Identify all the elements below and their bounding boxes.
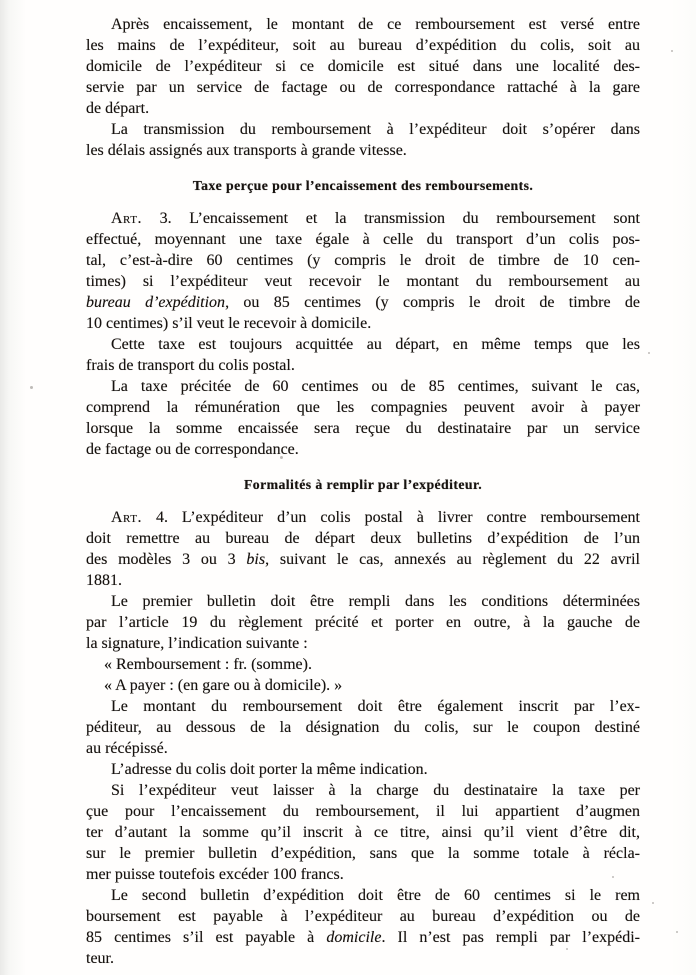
text-segment: effectué, moyennant une taxe égale à celle du transport d’un colis pos- (86, 231, 640, 248)
text-segment: la signature, l’indication suivante : (86, 635, 308, 652)
text-segment: mer puisse toutefois excéder 100 francs. (86, 866, 344, 883)
text-line (86, 313, 640, 334)
text-line (86, 822, 640, 843)
text-line (86, 570, 640, 591)
text-segment: Le montant du remboursement doit être également inscrit par l’ex- (111, 698, 640, 715)
text-segment: des modèles 3 ou 3 (86, 551, 247, 568)
scan-speckle (612, 876, 614, 878)
text-line (86, 397, 640, 418)
text-segment: « A payer : (en gare ou à domicile). » (104, 677, 343, 694)
paragraph (86, 696, 640, 759)
paragraph (86, 208, 640, 334)
text-segment: 3. L’encaissement et la transmission du remboursement sont (141, 210, 640, 227)
text-line (86, 418, 640, 439)
scan-speckle (566, 948, 568, 950)
text-segment: 10 centimes) s’il veut le recevoir à domicile. (86, 315, 372, 332)
text-segment: times) si l’expéditeur veut recevoir le montant du remboursement au (86, 273, 640, 290)
paragraph (86, 759, 640, 780)
paragraph (86, 885, 640, 969)
scan-speckle (652, 902, 654, 904)
text-line (86, 77, 640, 98)
text-segment: Art. (111, 509, 142, 526)
text-line (86, 271, 640, 292)
text-line (86, 864, 640, 885)
text-segment: domicile (326, 929, 382, 946)
text-segment: sur le premier bulletin d’expédition, sans que la somme totale à récla- (86, 845, 640, 862)
text-line (86, 334, 640, 355)
text-segment: Si l’expéditeur veut laisser à la charge du destinataire la taxe per (111, 782, 640, 799)
text-line (86, 780, 640, 801)
text-line (86, 948, 640, 969)
paragraph (86, 507, 640, 591)
text-segment: 1881. (86, 572, 122, 589)
text-segment: . Il n’est pas rempli par l’expédi- (381, 929, 640, 946)
text-segment: 85 centimes s’il est payable à (86, 929, 327, 946)
text-line (86, 696, 640, 717)
text-segment: les mains de l’expéditeur, soit au bureau d’expédition du colis, soit au (86, 37, 640, 54)
text-segment: boursement est payable à l’expéditeur au bureau d’expédition ou de (86, 908, 640, 925)
text-line (86, 528, 640, 549)
text-line (86, 612, 640, 633)
text-segment: çue pour l’encaissement du remboursement, il lui appartient d’augmen (86, 803, 640, 820)
text-segment: comprend la rémunération que les compagnies peuvent avoir à payer (86, 399, 640, 416)
text-segment: Le premier bulletin doit être rempli dans les conditions déterminées (111, 593, 640, 610)
text-line (86, 906, 640, 927)
text-segment: de départ. (86, 100, 150, 117)
paragraph (86, 14, 640, 119)
text-segment: de factage ou de correspondance. (86, 441, 299, 458)
text-segment: frais de transport du colis postal. (86, 357, 295, 374)
paragraph (86, 119, 640, 161)
text-line (86, 140, 640, 161)
text-line (86, 507, 640, 528)
text-line (86, 208, 640, 229)
text-line (86, 927, 640, 948)
text-line (86, 843, 640, 864)
text-segment: teur. (86, 950, 114, 967)
text-line (86, 549, 640, 570)
text-line (86, 14, 640, 35)
text-segment: ter d’autant la somme qu’il inscrit à ce titre, ainsi qu’il vient d’être dit, (86, 824, 640, 841)
text-line (86, 98, 640, 119)
section-heading: Formalités à remplir par l’expéditeur. (243, 477, 483, 492)
quote-block (86, 654, 640, 696)
text-line (86, 229, 640, 250)
scan-speckle (648, 352, 650, 354)
text-segment: Cette taxe est toujours acquittée au départ, en même temps que les (111, 336, 640, 353)
text-line (86, 250, 640, 271)
text-segment: tal, c’est-à-dire 60 centimes (y compris le droit de timbre de 10 cen- (86, 252, 640, 269)
text-segment: Après encaissement, le montant de ce remboursement est versé entre (111, 16, 640, 33)
scan-speckle (280, 456, 283, 459)
text-segment: bis (246, 551, 266, 568)
paragraph (86, 334, 640, 376)
scan-speckle (30, 386, 33, 389)
text-line (86, 56, 640, 77)
text-line (86, 35, 640, 56)
text-line (86, 717, 640, 738)
text-segment: , suivant le cas, annexés au règlement du 22 avril (265, 551, 640, 568)
text-segment: doit remettre au bureau de départ deux bulletins d’expédition de l’un (86, 530, 640, 547)
text-segment: 4. L’expéditeur d’un colis postal à livrer contre remboursement (141, 509, 640, 526)
text-segment: péditeur, au dessous de la désignation du colis, sur le coupon destiné (86, 719, 640, 736)
text-segment: La taxe précitée de 60 centimes ou de 85 centimes, suivant le cas, (111, 378, 640, 395)
text-line (86, 633, 640, 654)
text-line (86, 801, 640, 822)
text-segment: les délais assignés aux transports à grande vitesse. (86, 142, 407, 159)
scan-speckle (676, 931, 678, 933)
text-line (86, 355, 640, 376)
text-line (86, 759, 640, 780)
text-line (86, 885, 640, 906)
paragraph (86, 376, 640, 460)
text-segment: « Remboursement : fr. (somme). (104, 656, 312, 673)
text-line (86, 654, 640, 675)
text-line (86, 675, 640, 696)
text-segment: servie par un service de factage ou de correspondance rattaché à la gare (86, 79, 640, 96)
text-segment: Le second bulletin d’expédition doit être de 60 centimes si le rem (111, 887, 640, 904)
text-segment: lorsque la somme encaissée sera reçue du destinataire par un service (86, 420, 640, 437)
text-segment: , ou 85 centimes (y compris le droit de timbre de (225, 294, 641, 311)
text-segment: bureau d’expédition (86, 294, 226, 311)
paragraph (86, 591, 640, 654)
text-segment: Art. (111, 210, 142, 227)
text-line (86, 738, 640, 759)
paragraph (86, 780, 640, 885)
scan-speckle (671, 50, 673, 52)
page-text (86, 14, 640, 969)
text-line (86, 292, 640, 313)
text-line (86, 439, 640, 460)
text-segment: au récépissé. (86, 740, 168, 757)
text-line (86, 119, 640, 140)
text-segment: par l’article 19 du règlement précité et porter en outre, à la gauche de (86, 614, 640, 631)
text-segment: domicile de l’expéditeur si ce domicile est situé dans une localité des- (86, 58, 640, 75)
text-segment: L’adresse du colis doit porter la même indication. (111, 761, 428, 778)
text-line (86, 376, 640, 397)
section-heading: Taxe perçue pour l’encaissement des remboursements. (192, 178, 534, 193)
text-line (86, 591, 640, 612)
text-segment: La transmission du remboursement à l’expéditeur doit s’opérer dans (111, 121, 640, 138)
